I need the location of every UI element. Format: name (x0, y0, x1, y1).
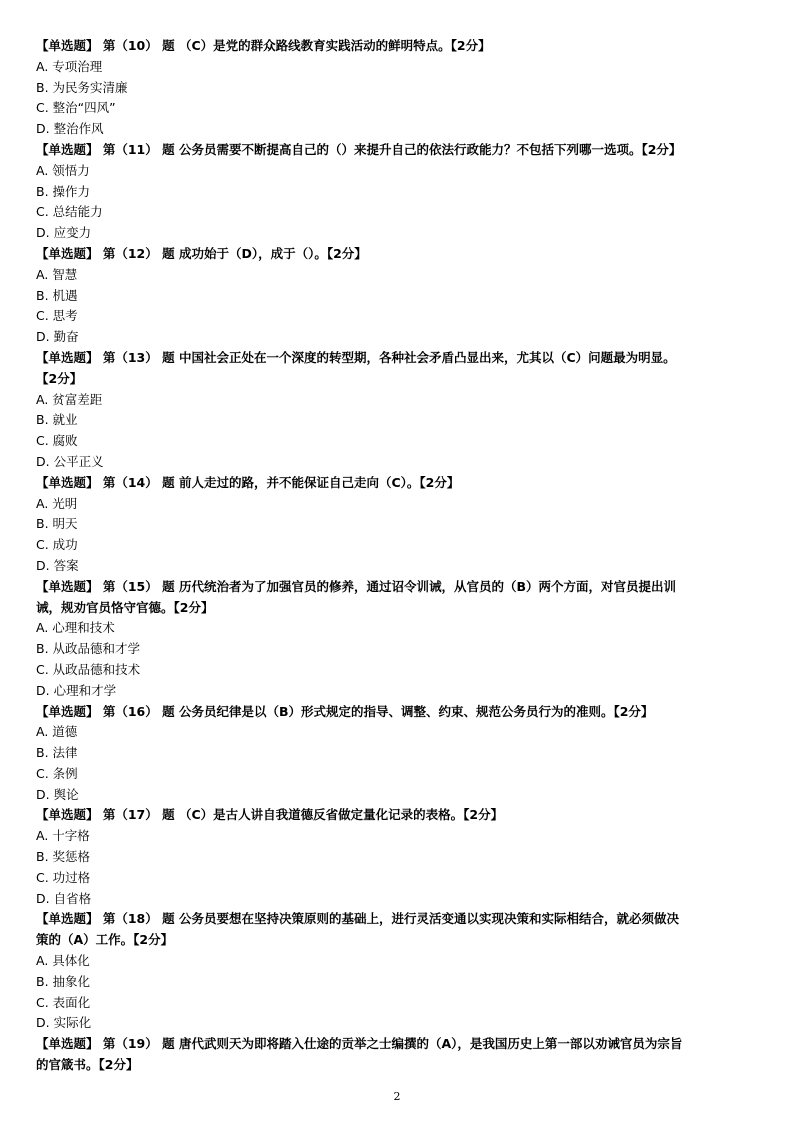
option-line: C. 条例 (36, 765, 78, 781)
question-line: 【单选题】 第（11） 题 公务员需要不断提高自己的（）来提升自己的依法行政能力？不包括下列哪一选项。【2分】 (36, 141, 682, 157)
option-line: C. 表面化 (36, 994, 91, 1010)
option-line: D. 答案 (36, 557, 79, 573)
option-line: C. 整治“四风” (36, 100, 116, 116)
option-line: C. 总结能力 (36, 204, 103, 220)
option-line: D. 心理和才学 (36, 682, 117, 698)
option-line: B. 明天 (36, 516, 78, 532)
option-line: B. 为民务实清廉 (36, 79, 128, 95)
option-line: A. 道德 (36, 724, 78, 740)
option-line: D. 应变力 (36, 225, 92, 241)
question-line: 【单选题】 第（17） 题 （C）是古人讲自我道德反省做定量化记录的表格。【2分】 (36, 807, 504, 823)
option-line: D. 整治作风 (36, 121, 104, 137)
option-line: A. 领悟力 (36, 162, 90, 178)
question-line: 【单选题】 第（12） 题 成功始于（D），成于（）。【2分】 (36, 245, 367, 261)
option-line: C. 思考 (36, 308, 78, 324)
question-line: 【单选题】 第（14） 题 前人走过的路，并不能保证自己走向（C）。【2分】 (36, 474, 460, 490)
question-line: 的官箴书。【2分】 (36, 1057, 139, 1073)
option-line: B. 奖惩格 (36, 849, 91, 865)
option-line: D. 实际化 (36, 1015, 92, 1031)
question-line: 诫，规劝官员恪守官德。【2分】 (36, 599, 214, 615)
option-line: C. 腐败 (36, 433, 78, 449)
option-line: B. 从政品德和才学 (36, 641, 141, 657)
option-line: D. 舆论 (36, 786, 79, 802)
option-line: B. 法律 (36, 745, 78, 761)
question-line: 【2分】 (36, 370, 83, 386)
document-body (36, 36, 760, 1076)
option-line: B. 机遇 (36, 287, 78, 303)
option-line: A. 贫富差距 (36, 391, 103, 407)
option-line: A. 专项治理 (36, 58, 103, 74)
question-line: 【单选题】 第（13） 题 中国社会正处在一个深度的转型期，各种社会矛盾凸显出来，尤其以（C）问题最为明显。 (36, 349, 676, 365)
option-line: D. 勤奋 (36, 329, 79, 345)
option-line: C. 成功 (36, 537, 78, 553)
option-line: A. 具体化 (36, 953, 90, 969)
option-line: A. 智慧 (36, 266, 78, 282)
question-line: 【单选题】 第（18） 题 公务员要想在坚持决策原则的基础上，进行灵活变通以实现决策和实际相结合，就必须做决 (36, 911, 679, 927)
question-line: 【单选题】 第（19） 题 唐代武则天为即将踏入仕途的贡举之士编撰的（A），是我国历史上第一部以劝诫官员为宗旨 (36, 1036, 683, 1052)
option-line: A. 十字格 (36, 828, 90, 844)
option-line: C. 功过格 (36, 869, 91, 885)
question-line: 【单选题】 第（15） 题 历代统治者为了加强官员的修养，通过诏令训诫，从官员的（B）两个方面，对官员提出训 (36, 578, 676, 594)
option-line: A. 光明 (36, 495, 78, 511)
option-line: D. 公平正义 (36, 453, 104, 469)
option-line: D. 自省格 (36, 890, 92, 906)
option-line: B. 就业 (36, 412, 78, 428)
option-line: C. 从政品德和技术 (36, 661, 141, 677)
option-line: B. 抽象化 (36, 973, 91, 989)
option-line: B. 操作力 (36, 183, 91, 199)
question-line: 策的（A）工作。【2分】 (36, 932, 174, 948)
page-number: 2 (393, 1090, 401, 1103)
question-line: 【单选题】 第（16） 题 公务员纪律是以（B）形式规定的指导、调整、约束、规范公务员行为的准则。【2分】 (36, 703, 654, 719)
question-line: 【单选题】 第（10） 题 （C）是党的群众路线教育实践活动的鲜明特点。【2分】 (36, 38, 491, 53)
option-line: A. 心理和技术 (36, 620, 115, 636)
